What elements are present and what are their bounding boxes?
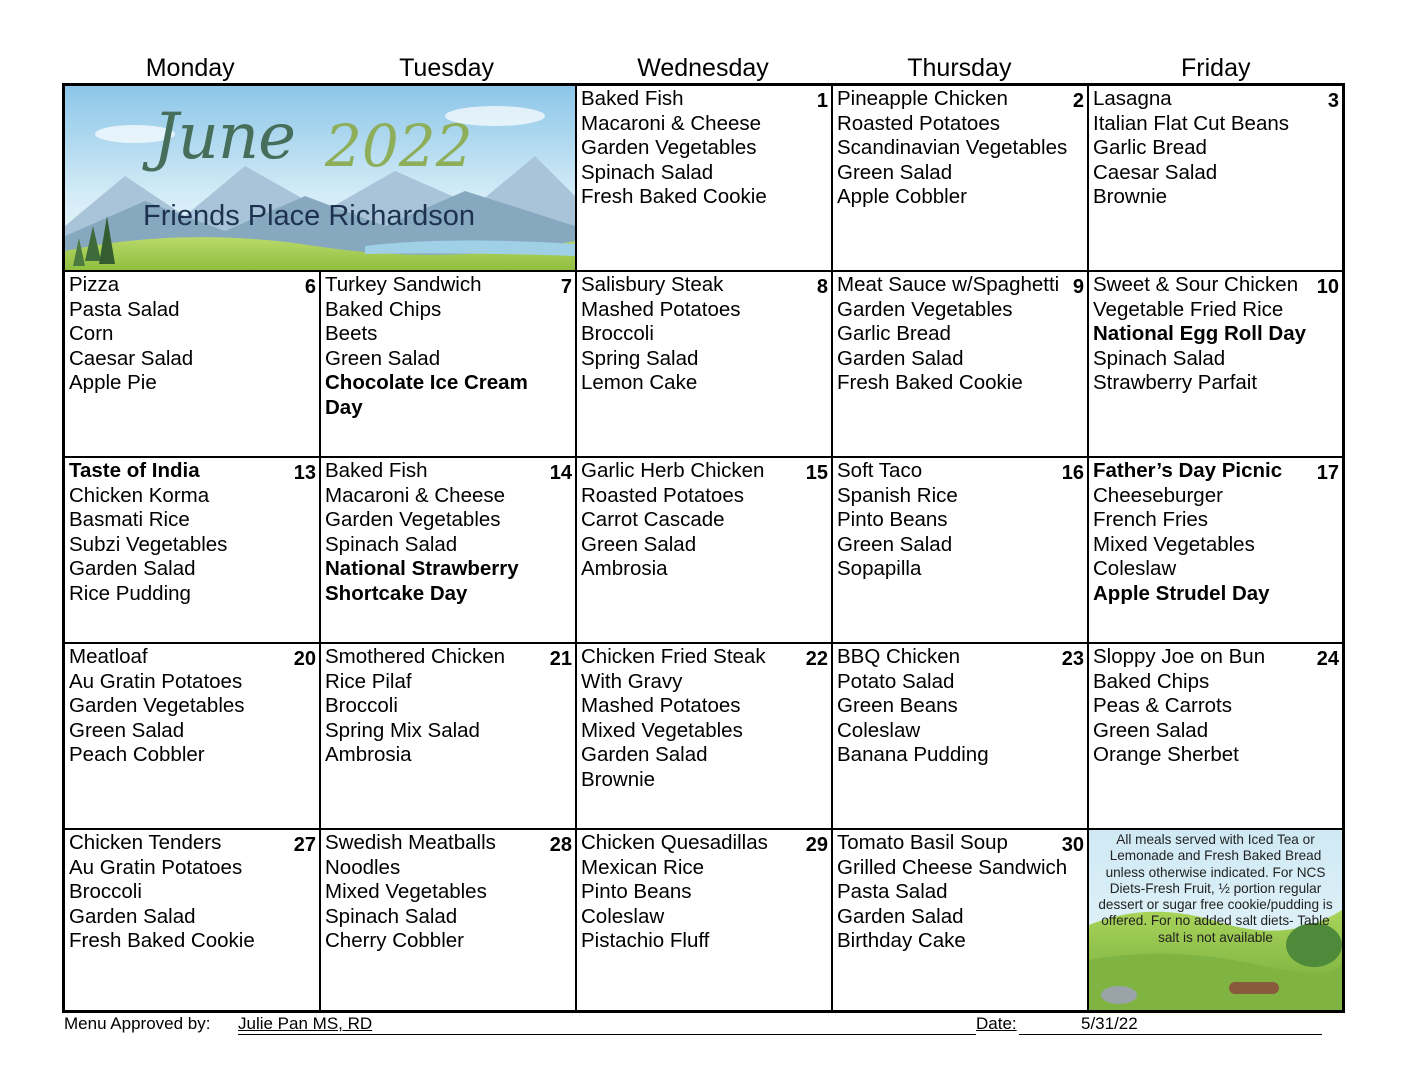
day-cell (577, 830, 833, 1010)
weekday-header-row (62, 52, 1344, 84)
day-number: 17 (1316, 462, 1339, 484)
day-number: 8 (816, 276, 828, 298)
menu-item: Green Beans (837, 694, 958, 718)
menu-item: Garden Salad (581, 743, 708, 767)
day-number: 21 (549, 648, 572, 670)
menu-item: Chicken Korma (69, 483, 210, 507)
menu-items (837, 831, 1068, 954)
menu-item: Broccoli (581, 322, 654, 346)
menu-item: Cheeseburger (1093, 483, 1223, 507)
menu-item: Garden Vegetables (837, 297, 1013, 321)
day-cell (65, 458, 321, 644)
menu-item: Fresh Baked Cookie (69, 929, 255, 953)
menu-items (837, 273, 1061, 396)
menu-item: National Egg Roll Day (1093, 322, 1306, 346)
menu-item: National Strawberry Shortcake Day (325, 557, 519, 605)
menu-item: Ambrosia (581, 557, 668, 581)
menu-items (325, 645, 549, 768)
menu-item: Tomato Basil Soup (837, 831, 1008, 854)
day-cell (833, 644, 1089, 830)
menu-item: Mashed Potatoes (581, 297, 741, 321)
day-number: 2 (1072, 90, 1084, 112)
approved-label: Menu Approved by: (64, 1014, 211, 1033)
menu-item: Salisbury Steak (581, 273, 724, 296)
month-banner (65, 86, 577, 272)
menu-item: Brownie (1093, 185, 1168, 209)
menu-item: Garden Salad (69, 904, 196, 928)
menu-item: Sweet & Sour Chicken (1093, 273, 1299, 296)
menu-item: Spinach Salad (581, 160, 714, 184)
approved-name: Julie Pan MS, RD (238, 1014, 373, 1033)
day-number: 24 (1316, 648, 1339, 670)
menu-item: Basmati Rice (69, 508, 190, 532)
day-number: 22 (805, 648, 828, 670)
menu-item: Apple Cobbler (837, 185, 967, 209)
day-number: 27 (293, 834, 316, 856)
menu-item: Garden Vegetables (69, 694, 245, 718)
menu-item: Spanish Rice (837, 483, 958, 507)
menu-items (325, 459, 549, 607)
day-cell (65, 830, 321, 1010)
day-cell (321, 830, 577, 1010)
menu-item: Lemon Cake (581, 371, 698, 395)
meal-note-cell (1089, 830, 1342, 1010)
menu-item: Garlic Bread (1093, 136, 1207, 160)
menu-item: Chicken Quesadillas (581, 831, 768, 854)
day-number: 16 (1061, 462, 1084, 484)
menu-item: Smothered Chicken (325, 645, 506, 668)
menu-item: BBQ Chicken (837, 645, 961, 668)
day-number: 10 (1316, 276, 1339, 298)
day-number: 29 (805, 834, 828, 856)
menu-item: Broccoli (325, 694, 398, 718)
menu-item: Subzi Vegetables (69, 532, 228, 556)
menu-items (325, 273, 549, 421)
menu-item: Caesar Salad (1093, 160, 1218, 184)
menu-items (69, 831, 293, 954)
day-cell (833, 830, 1089, 1010)
menu-item: Italian Flat Cut Beans (1093, 111, 1289, 135)
menu-item: Turkey Sandwich (325, 273, 482, 296)
menu-item: Soft Taco (837, 459, 923, 482)
banner-location: Friends Place Richardson (143, 200, 476, 232)
menu-item: Spinach Salad (1093, 346, 1226, 370)
day-number: 15 (805, 462, 828, 484)
menu-item: Swedish Meatballs (325, 831, 496, 854)
menu-item: Pizza (69, 273, 120, 296)
menu-item: Roasted Potatoes (581, 483, 744, 507)
menu-item: Brownie (581, 767, 656, 791)
menu-item: Fresh Baked Cookie (837, 371, 1023, 395)
menu-item: Garlic Herb Chicken (581, 459, 765, 482)
menu-item: Mixed Vegetables (581, 718, 743, 742)
menu-item: Baked Fish (581, 87, 684, 110)
menu-items (581, 645, 805, 793)
menu-item: Father’s Day Picnic (1093, 459, 1283, 482)
day-number: 20 (293, 648, 316, 670)
meal-note: All meals served with Iced Tea or Lemonade and Fresh Baked Bread unless otherwise indicated. For NCS Diets-Fresh Fruit, ½ portion regular dessert or sugar free cookie/pudding is offered. For no added salt diets- Table salt is not available (1098, 832, 1333, 945)
menu-item: Baked Chips (1093, 669, 1210, 693)
menu-item: Banana Pudding (837, 743, 989, 767)
menu-item: Sopapilla (837, 557, 922, 581)
menu-item: Garden Vegetables (325, 508, 501, 532)
menu-item: Coleslaw (581, 904, 665, 928)
menu-item: Spring Mix Salad (325, 718, 480, 742)
menu-item: Lasagna (1093, 87, 1172, 110)
weekday-label: Friday (1181, 54, 1251, 82)
menu-item: Pasta Salad (69, 297, 180, 321)
menu-items (837, 645, 1061, 768)
menu-item: Meat Sauce w/Spaghetti (837, 273, 1060, 296)
day-number: 30 (1061, 834, 1084, 856)
date-line (1019, 1014, 1322, 1035)
menu-item: Grilled Cheese Sandwich (837, 855, 1068, 879)
menu-item: Orange Sherbet (1093, 743, 1239, 767)
menu-items (69, 645, 293, 768)
menu-item: Potato Salad (837, 669, 955, 693)
day-cell (1089, 458, 1342, 644)
day-cell (577, 644, 833, 830)
menu-item: Beets (325, 322, 378, 346)
menu-item: Macaroni & Cheese (581, 111, 762, 135)
menu-item: Meatloaf (69, 645, 148, 668)
day-cell (321, 644, 577, 830)
menu-item: Spinach Salad (325, 904, 458, 928)
approved-name-line (238, 1014, 976, 1035)
menu-item: Vegetable Fried Rice (1093, 297, 1284, 321)
menu-item: Mixed Vegetables (325, 880, 487, 904)
menu-items (1093, 273, 1316, 396)
menu-item: Spring Salad (581, 346, 699, 370)
menu-items (581, 831, 805, 954)
menu-item: Mashed Potatoes (581, 694, 741, 718)
menu-item: Baked Chips (325, 297, 442, 321)
menu-item: Broccoli (69, 880, 142, 904)
menu-item: Garden Vegetables (581, 136, 757, 160)
menu-item: Chocolate Ice Cream Day (325, 371, 528, 419)
day-number: 28 (549, 834, 572, 856)
menu-items (837, 87, 1068, 210)
menu-item: Garden Salad (69, 557, 196, 581)
menu-item: Apple Strudel Day (1093, 581, 1270, 605)
banner-year: 2022 (325, 112, 473, 180)
menu-item: Coleslaw (837, 718, 921, 742)
menu-item: French Fries (1093, 508, 1209, 532)
day-cell (833, 458, 1089, 644)
day-cell (65, 272, 321, 458)
menu-item: Noodles (325, 855, 401, 879)
menu-item: Apple Pie (69, 371, 157, 395)
day-number: 6 (304, 276, 316, 298)
menu-item: Spinach Salad (325, 532, 458, 556)
menu-item: Fresh Baked Cookie (581, 185, 767, 209)
day-number: 1 (816, 90, 828, 112)
date-label: Date: (976, 1014, 1017, 1033)
day-number: 9 (1072, 276, 1084, 298)
menu-item: Rice Pilaf (325, 669, 412, 693)
day-cell (1089, 272, 1342, 458)
menu-item: Roasted Potatoes (837, 111, 1000, 135)
menu-item: Pinto Beans (837, 508, 948, 532)
menu-item: Cherry Cobbler (325, 929, 464, 953)
day-cell (833, 86, 1089, 272)
menu-item: Mexican Rice (581, 855, 705, 879)
menu-item: Corn (69, 322, 114, 346)
menu-item: Scandinavian Vegetables (837, 136, 1068, 160)
menu-item: Taste of India (69, 459, 200, 482)
menu-item: Macaroni & Cheese (325, 483, 506, 507)
day-number: 23 (1061, 648, 1084, 670)
landscape-illustration (65, 86, 575, 270)
weekday-label: Monday (145, 54, 235, 82)
menu-item: Green Salad (837, 160, 953, 184)
menu-item: Au Gratin Potatoes (69, 669, 243, 693)
menu-item: Peach Cobbler (69, 743, 205, 767)
date-value: 5/31/22 (1081, 1014, 1138, 1033)
weekday-label: Thursday (907, 54, 1012, 82)
menu-item: Sloppy Joe on Bun (1093, 645, 1266, 668)
menu-item: Garlic Bread (837, 322, 951, 346)
day-cell (1089, 86, 1342, 272)
menu-item: Pinto Beans (581, 880, 692, 904)
day-cell (65, 644, 321, 830)
menu-item: Pasta Salad (837, 880, 948, 904)
menu-item: Green Salad (581, 532, 697, 556)
menu-items (837, 459, 1061, 582)
menu-item: Green Salad (837, 532, 953, 556)
day-cell (321, 458, 577, 644)
day-cell (577, 272, 833, 458)
menu-item: Pistachio Fluff (581, 929, 710, 953)
day-cell (321, 272, 577, 458)
weekday-label: Tuesday (399, 54, 495, 82)
day-number: 3 (1327, 90, 1339, 112)
menu-items (1093, 645, 1316, 768)
day-number: 13 (293, 462, 316, 484)
menu-item: Baked Fish (325, 459, 428, 482)
menu-item: Green Salad (325, 346, 441, 370)
day-cell (577, 458, 833, 644)
menu-item: Au Gratin Potatoes (69, 855, 243, 879)
menu-item: Rice Pudding (69, 581, 191, 605)
menu-item: Coleslaw (1093, 557, 1177, 581)
menu-item: Peas & Carrots (1093, 694, 1232, 718)
menu-item: Caesar Salad (69, 346, 194, 370)
day-cell (1089, 644, 1342, 830)
day-cell (577, 86, 833, 272)
menu-item: Birthday Cake (837, 929, 966, 953)
menu-items (69, 273, 293, 396)
menu-items (581, 459, 805, 582)
menu-items (581, 273, 805, 396)
menu-item: Carrot Cascade (581, 508, 725, 532)
menu-items (69, 459, 293, 607)
menu-item: Mixed Vegetables (1093, 532, 1255, 556)
menu-items (325, 831, 549, 954)
menu-item: Green Salad (1093, 718, 1209, 742)
menu-item: Green Salad (69, 718, 185, 742)
banner-month: June (153, 100, 295, 174)
menu-item: Chicken Fried Steak (581, 645, 766, 668)
menu-item: Strawberry Parfait (1093, 371, 1258, 395)
day-number: 7 (560, 276, 572, 298)
menu-item: Garden Salad (837, 346, 964, 370)
menu-item: Garden Salad (837, 904, 964, 928)
menu-item: Ambrosia (325, 743, 412, 767)
menu-footer (64, 1014, 1334, 1038)
menu-items (1093, 87, 1316, 210)
weekday-label: Wednesday (637, 54, 769, 82)
menu-calendar-grid (62, 83, 1345, 1013)
day-number: 14 (549, 462, 572, 484)
menu-item: With Gravy (581, 669, 683, 693)
menu-item: Chicken Tenders (69, 831, 222, 854)
menu-item: Pineapple Chicken (837, 87, 1008, 110)
day-cell (833, 272, 1089, 458)
menu-items (581, 87, 805, 210)
menu-items (1093, 459, 1316, 607)
